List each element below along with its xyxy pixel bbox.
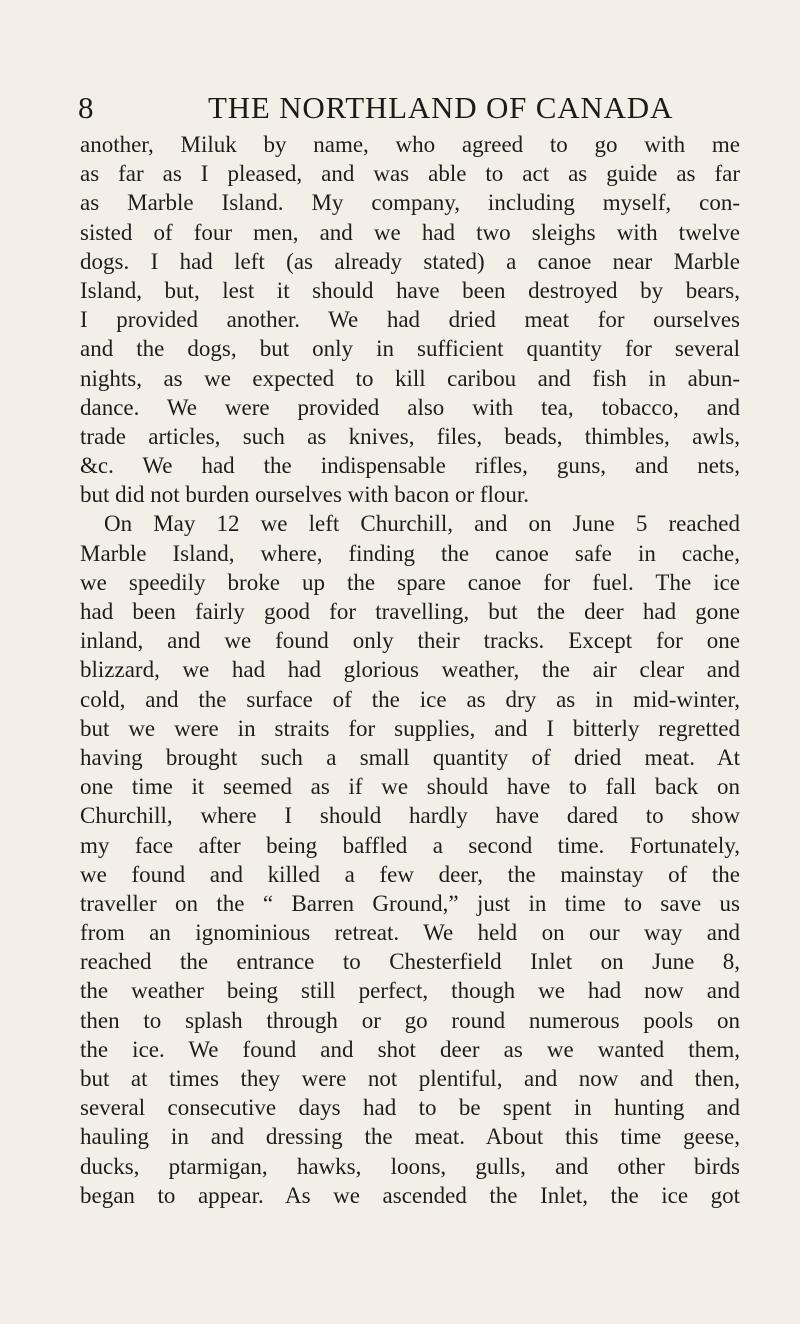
text-line: one time it seemed as if we should have to fall back on [80,774,740,800]
body-text [80,130,740,1210]
running-head: THE NORTHLAND OF CANADA [208,90,674,125]
text-line: Churchill, where I should hardly have dared to show [80,803,740,829]
text-line: but we were in straits for supplies, and I bitterly regretted [80,715,740,741]
text-line: another, Miluk by name, who agreed to go with me [80,132,740,157]
text-line: dogs. I had left (as already stated) a canoe near Marble [80,248,740,274]
text-line: ducks, ptarmigan, hawks, loons, gulls, and other birds [80,1153,740,1179]
text-line: cold, and the surface of the ice as dry as in mid-winter, [80,686,740,712]
text-line: On May 12 we left Churchill, and on June 5 reached [104,511,740,537]
page-number: 8 [78,90,94,125]
text-line: and the dogs, but only in sufficient quantity for several [80,336,740,362]
text-line: sisted of four men, and we had two sleighs with twelve [80,219,740,245]
text-line: dance. We were provided also with tea, tobacco, and [80,394,740,420]
text-line: traveller on the “ Barren Ground,” just in time to save us [80,890,740,916]
text-line: having brought such a small quantity of dried meat. At [80,744,740,770]
text-line: my face after being baffled a second time. Fortunately, [80,832,740,858]
text-line: as Marble Island. My company, including myself, con- [80,190,740,216]
text-line: as far as I pleased, and was able to act as guide as far [80,161,740,187]
text-line: then to splash through or go round numerous pools on [80,1007,740,1033]
text-line: Marble Island, where, finding the canoe safe in cache, [80,540,740,566]
text-line: began to appear. As we ascended the Inlet, the ice got [80,1182,740,1208]
text-line: nights, as we expected to kill caribou and fish in abun- [80,365,740,391]
text-line: had been fairly good for travelling, but the deer had gone [80,599,740,624]
text-line: but did not burden ourselves with bacon or flour. [80,482,530,508]
text-line: several consecutive days had to be spent in hunting and [80,1095,740,1121]
text-line: the ice. We found and shot deer as we wanted them, [80,1036,740,1062]
text-line: Island, but, lest it should have been destroyed by bears, [80,277,740,303]
text-line: blizzard, we had had glorious weather, the air clear and [80,657,740,683]
text-line: I provided another. We had dried meat for ourselves [80,307,740,333]
text-line: reached the entrance to Chesterfield Inlet on June 8, [80,949,740,975]
text-line: but at times they were not plentiful, and now and then, [80,1066,740,1091]
text-line: inland, and we found only their tracks. Except for one [80,628,740,654]
text-line: from an ignominious retreat. We held on our way and [80,920,740,946]
text-line: we speedily broke up the spare canoe for fuel. The ice [80,569,740,595]
text-line: trade articles, such as knives, files, beads, thimbles, awls, [80,423,740,449]
text-line: we found and killed a few deer, the mainstay of the [80,861,740,887]
text-line: the weather being still perfect, though we had now and [80,978,740,1004]
text-line: hauling in and dressing the meat. About this time geese, [80,1124,740,1150]
text-line: &c. We had the indispensable rifles, guns, and nets, [80,453,740,479]
page-header [78,90,738,130]
